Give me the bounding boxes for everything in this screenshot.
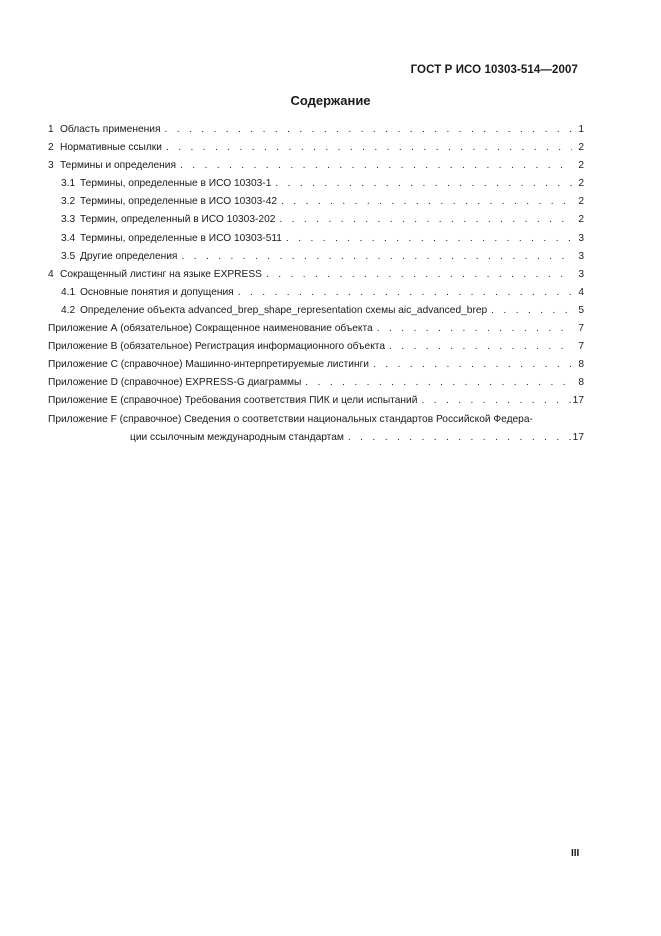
toc-entry[interactable] (48, 193, 584, 211)
dot-leader (487, 302, 572, 320)
toc-entry[interactable] (48, 211, 584, 229)
toc-entry-label: Область применения (60, 124, 161, 135)
dot-leader (369, 356, 572, 374)
toc-entry-page: 17 (572, 431, 584, 443)
toc-entry[interactable] (48, 175, 584, 193)
toc-entry-label: Термины, определенные в ИСО 10303-511 (80, 232, 282, 244)
dot-leader (176, 157, 572, 175)
page-number: III (571, 848, 580, 859)
toc-entry-label: Приложение А (обязательное) Сокращенное наименование объекта (48, 323, 373, 335)
toc-entry-label: Термины, определенные в ИСО 10303-1 (80, 178, 272, 190)
dot-leader (271, 175, 572, 193)
toc-entry-label: Сокращенный листинг на языке EXPRESS (60, 268, 262, 280)
toc-entry-label: Другие определения (80, 250, 178, 262)
toc-entry-page: 2 (578, 160, 584, 172)
toc-entry[interactable] (48, 302, 584, 320)
toc-title: Содержание (290, 93, 371, 108)
toc-entry-label: Нормативные ссылки (60, 142, 162, 154)
dot-leader (275, 211, 572, 229)
toc-entry-number: 4 (48, 268, 54, 280)
toc-entry-label: Приложение В (обязательное) Регистрация информационного объекта (48, 341, 385, 353)
dot-leader (262, 266, 572, 284)
dot-leader (344, 429, 571, 447)
dot-leader (160, 121, 572, 139)
toc-entry-label: Термины, определенные в ИСО 10303-42 (80, 196, 278, 208)
dot-leader (162, 139, 572, 157)
toc-entry-label: Определение объекта advanced_brep_shape_representation схемы aic_advanced_brep (80, 304, 488, 316)
toc-annex-entry[interactable] (48, 411, 584, 447)
toc-entry-page: 2 (578, 214, 584, 226)
toc-entry-number: 2 (48, 142, 54, 154)
toc-annex-entry[interactable] (48, 320, 584, 338)
toc-entry-number: 4.1 (61, 286, 76, 298)
table-of-contents (48, 121, 584, 447)
toc-entry-number: 3.1 (61, 178, 76, 190)
toc-entry-number: 3.2 (61, 196, 76, 208)
toc-entry-page: 3 (578, 268, 584, 280)
toc-entry-page: 2 (578, 196, 584, 208)
toc-entry-page: 2 (578, 142, 584, 154)
dot-leader (373, 320, 572, 338)
toc-entry-label: Основные понятия и допущения (80, 286, 234, 298)
toc-entry-number: 4.2 (61, 304, 76, 316)
toc-entry[interactable] (48, 248, 584, 266)
dot-leader (277, 193, 572, 211)
toc-entry[interactable] (48, 230, 584, 248)
dot-leader (282, 230, 572, 248)
dot-leader (417, 392, 570, 410)
toc-annex-entry[interactable] (48, 356, 584, 374)
toc-entry-number: 3.5 (61, 250, 76, 262)
toc-entry-page: 8 (578, 359, 584, 371)
toc-entry-label: Термин, определенный в ИСО 10303-202 (80, 214, 276, 226)
toc-entry-page: 7 (578, 341, 584, 353)
toc-entry-page: 1 (578, 124, 584, 135)
toc-entry-page: 3 (578, 250, 584, 262)
document-code: ГОСТ Р ИСО 10303-514—2007 (410, 64, 578, 76)
toc-entry-number: 1 (48, 124, 54, 135)
toc-entry-page: 5 (578, 304, 584, 316)
toc-entry[interactable] (48, 139, 584, 157)
toc-entry-label: Термины и определения (60, 160, 176, 172)
toc-entry-page: 17 (572, 395, 584, 407)
toc-entry-page: 8 (578, 377, 584, 389)
toc-entry-label-continuation: ции ссылочным международным стандартам (130, 431, 344, 443)
toc-entry-label: Приложение F (справочное) Сведения о соответствии национальных стандартов Российской Федера- (48, 413, 533, 425)
toc-entry-page: 3 (578, 232, 584, 244)
toc-entry-label: Приложение D (справочное) EXPRESS-G диаграммы (48, 377, 302, 389)
toc-annex-entry[interactable] (48, 374, 584, 392)
toc-entry[interactable] (48, 284, 584, 302)
dot-leader (234, 284, 572, 302)
toc-entry-number: 3.3 (61, 214, 76, 226)
toc-entry[interactable] (48, 121, 584, 139)
toc-entry-label: Приложение Е (справочное) Требования соответствия ПИК и цели испытаний (48, 395, 418, 407)
toc-entry-page: 7 (578, 323, 584, 335)
toc-entry-number: 3 (48, 160, 54, 172)
toc-entry-page: 2 (578, 178, 584, 190)
dot-leader (177, 248, 572, 266)
dot-leader (385, 338, 572, 356)
toc-entry-page: 4 (578, 286, 584, 298)
toc-entry[interactable] (48, 157, 584, 175)
toc-entry-number: 3.4 (61, 232, 76, 244)
toc-entry[interactable] (48, 266, 584, 284)
toc-annex-entry[interactable] (48, 392, 584, 410)
toc-entry-label: Приложение С (справочное) Машинно-интерпретируемые листинги (48, 359, 369, 371)
dot-leader (301, 374, 572, 392)
toc-annex-entry[interactable] (48, 338, 584, 356)
